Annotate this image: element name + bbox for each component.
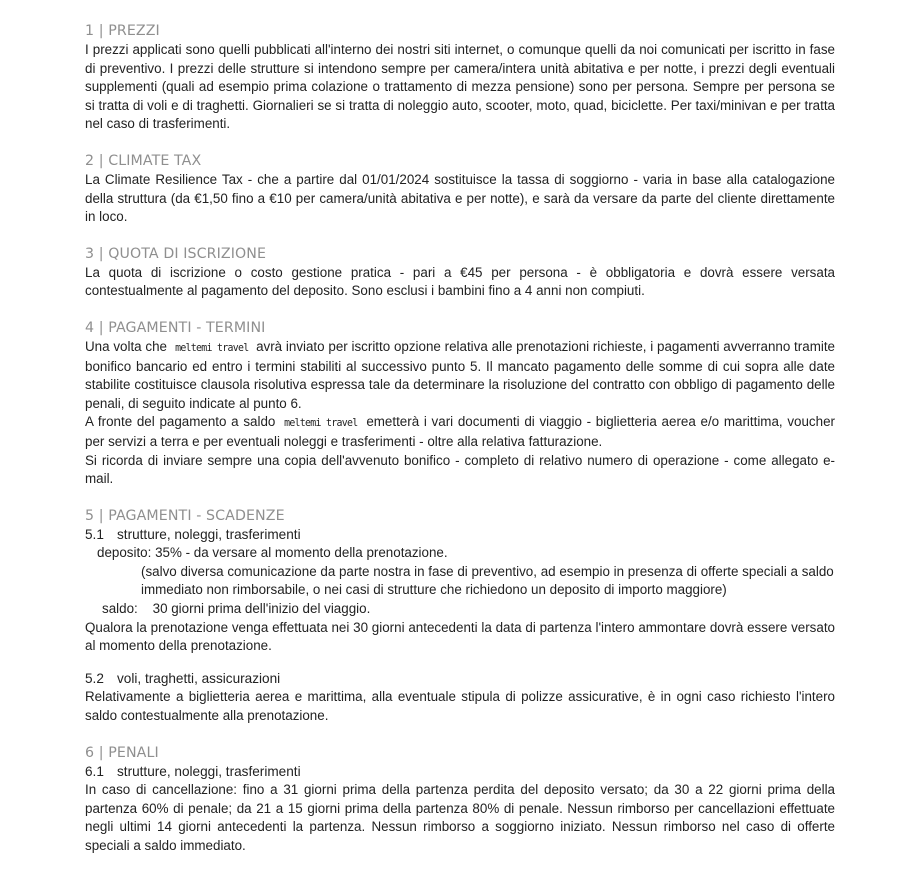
deposito-line: deposito: 35% - da versare al momento della prenotazione. [97, 545, 448, 561]
paragraph: Si ricorda di inviare sempre una copia dell'avvenuto bonifico - completo di relativo numero di operazione - come allegato e-mail. [85, 452, 835, 487]
deposito-note: (salvo diversa comunicazione da parte nostra in fase di preventivo, ad esempio in presenza di offerte speciali a saldo immediato non rimborsabile, o nei casi di strutture che richiedono un deposito di importo maggiore) [141, 563, 834, 598]
subsection-heading [85, 763, 835, 782]
saldo-text: 30 giorni prima dell'inizio del viaggio. [152, 601, 371, 617]
section-text: La Climate Resilience Tax - che a partire dal 01/01/2024 sostituisce la tassa di soggiorno - varia in base alla catalogazione della struttura (da €1,50 fino a €10 per camera/unità abitativa e per notte), e sarà da versare da parte del cliente direttamente in loco. [85, 171, 835, 225]
section-title: 4 | PAGAMENTI - TERMINI [85, 319, 266, 336]
section-note: Qualora la prenotazione venga effettuata nei 30 giorni antecedenti la data di partenza l'intero ammontare dovrà essere versato al momento della prenotazione. [85, 619, 835, 654]
paragraph-text: Una volta che [85, 338, 167, 354]
brand-name: meltemi travel [284, 416, 358, 430]
section-title: 2 | CLIMATE TAX [85, 152, 202, 169]
section-prezzi [85, 22, 835, 134]
section-pagamenti-termini [85, 319, 835, 489]
subsection-label: voli, traghetti, assicurazioni [117, 670, 281, 686]
section-title: 5 | PAGAMENTI - SCADENZE [85, 507, 285, 524]
saldo-line [85, 600, 835, 619]
subsection-label: strutture, noleggi, trasferimenti [117, 763, 301, 779]
subsection-number: 5.2 [85, 670, 104, 686]
paragraph-text: avrà inviato per iscritto opzione relativa alle prenotazioni richieste, i pagamenti avverranno tramite bonifico bancario ed entro i termini stabiliti al successivo punto 5. Il mancato pagamento delle somme di cui sopra alle date stabilite costituisce clausola risolutiva espressa tale da determinare la risoluzione del contratto con obbligo di pagamento delle penali, di seguito indicate al punto 6. [85, 338, 835, 411]
terms-document [85, 22, 835, 874]
section-text: In caso di cancellazione: fino a 31 giorni prima della partenza perdita del deposito versato; da 30 a 22 giorni prima della partenza 60% di penale; da 21 a 15 giorni prima della partenza 80% di penale. Nessun rimborso per cancellazioni effettuate negli ultimi 14 giorni antecedenti la partenza. Nessun rimborso a soggiorno iniziato. Nessun rimborso nel caso di offerte speciali a saldo immediato. [85, 782, 835, 853]
section-quota-iscrizione [85, 245, 835, 301]
paragraph-text: A fronte del pagamento a saldo [85, 414, 276, 430]
section-penali [85, 744, 835, 856]
section-title: 3 | QUOTA DI ISCRIZIONE [85, 245, 267, 262]
subsection-text: Relativamente a biglietteria aerea e marittima, alla eventuale stipula di polizze assicurative, è in ogni caso richiesto l'intero saldo contestualmente alla prenotazione. [85, 689, 835, 724]
section-pagamenti-scadenze [85, 507, 835, 726]
saldo-label: saldo: [102, 601, 138, 617]
section-text: I prezzi applicati sono quelli pubblicati all'interno dei nostri siti internet, o comunque quelli da noi comunicati per iscritto in fase di preventivo. I prezzi delle strutture si intendono sempre per camera/intera unità abitativa e per notte, i prezzi degli eventuali supplementi (quali ad esempio prima colazione o trattamento di mezza pensione) sono per persona. Sempre per persona se si tratta di voli e di traghetti. Giornalieri se si tratta di noleggio auto, scooter, moto, quad, biciclette. Per taxi/minivan e per tratta nel caso di trasferimenti. [85, 42, 835, 132]
subsection-heading [85, 526, 835, 545]
subsection-number: 5.1 [85, 526, 104, 542]
section-title: 6 | PENALI [85, 744, 159, 761]
brand-name: meltemi travel [174, 340, 249, 354]
subsection-heading [85, 670, 835, 689]
paragraph [85, 338, 835, 413]
paragraph [85, 413, 835, 451]
paragraph-text: emetterà i vari documenti di viaggio - biglietteria aerea e/o marittima, voucher per servizi a terra e per eventuali noleggi e trasferimenti - oltre alla relativa fatturazione. [85, 414, 835, 449]
subsection-label: strutture, noleggi, trasferimenti [117, 526, 301, 542]
section-climate-tax [85, 152, 835, 227]
section-text: La quota di iscrizione o costo gestione pratica - pari a €45 per persona - è obbligatoria e dovrà essere versata contestualmente al pagamento del deposito. Sono esclusi i bambini fino a 4 anni non compiuti. [85, 264, 835, 299]
section-title: 1 | PREZZI [85, 23, 160, 39]
subsection-number: 6.1 [85, 763, 104, 779]
